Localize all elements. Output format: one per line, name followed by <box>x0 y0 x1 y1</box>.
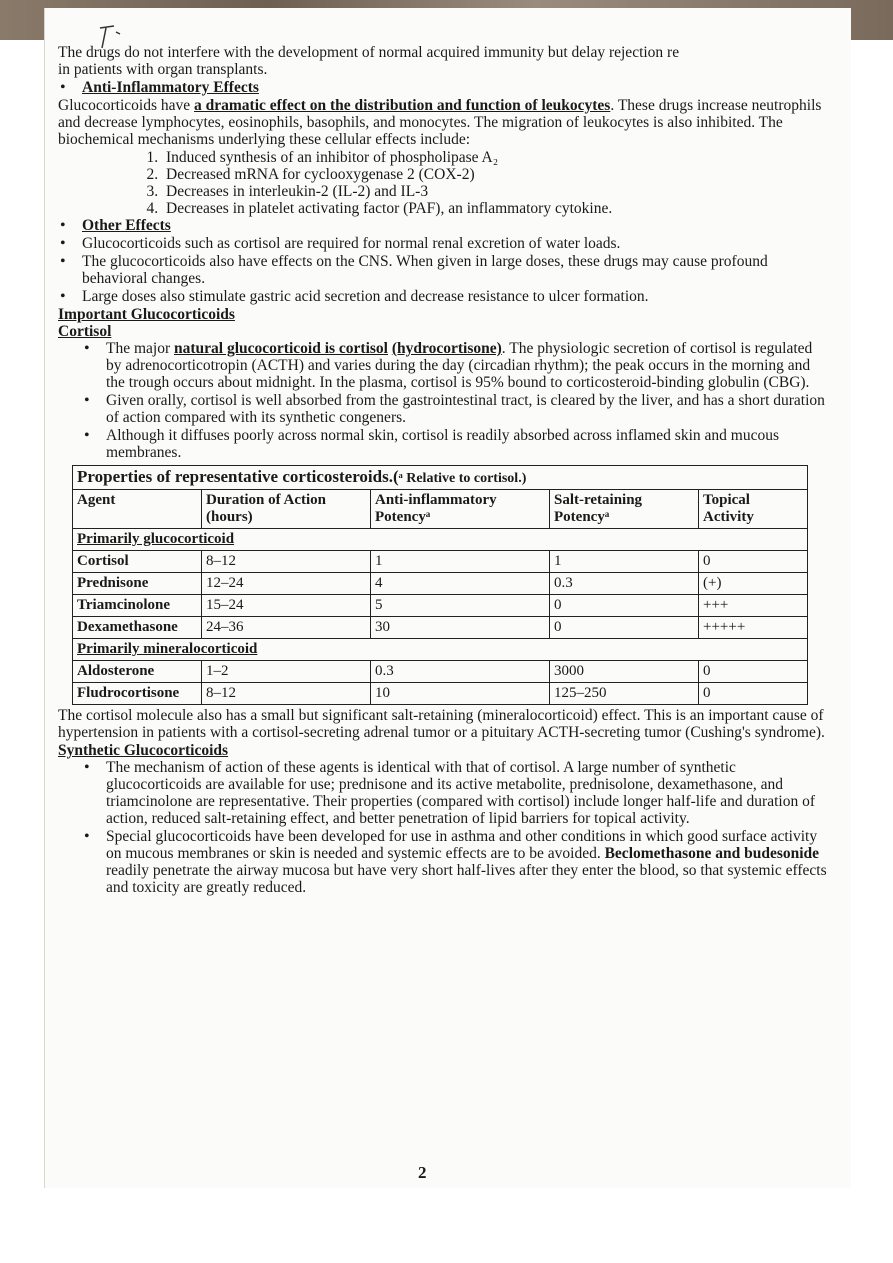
table-row: Cortisol 8–12 1 1 0 <box>73 551 808 573</box>
cortisol-heading: Cortisol <box>58 323 112 340</box>
page-number: 2 <box>418 1163 427 1182</box>
cortisol-bullet-2: • Given orally, cortisol is well absorbed from the gastrointestinal tract, is cleared by the liver, and has a short duration of action compared with its synthetic congeners. <box>58 392 828 426</box>
intro-line-2: in patients with organ transplants. <box>58 61 268 78</box>
header-agent: Agent <box>73 490 202 529</box>
synthetic-glucocorticoids-heading: Synthetic Glucocorticoids <box>58 742 229 759</box>
other-effects-heading: Other Effects <box>82 217 171 234</box>
synthetic-bullet-1: • The mechanism of action of these agents is identical with that of cortisol. A large number of synthetic glucocorticoids are available for use; prednisone and its active metabolite, prednisolone, dexamethasone, and triamcinolone are representative. Their properties (compared with cortisol) include longer half-life and duration of action, reduced salt-retaining effect, and better penetration of lipid barriers for topical activity. <box>58 759 828 827</box>
anti-inflammatory-section <box>58 79 828 96</box>
important-glucocorticoids-heading: Important Glucocorticoids <box>58 306 235 323</box>
synthetic-bullets <box>58 759 828 896</box>
header-topical: Topical Activity <box>699 490 808 529</box>
mineralocorticoid-effect-paragraph: The cortisol molecule also has a small but significant salt-retaining (mineralocorticoid) effect. This is an important cause of hypertension in patients with a cortisol-secreting adrenal tumor or a pituitary ACTH-secreting tumor (Cushing's syndrome). <box>58 707 825 741</box>
table-row: Aldosterone 1–2 0.3 3000 0 <box>73 661 808 683</box>
anti-inflammatory-paragraph: Glucocorticoids have a dramatic effect on the distribution and function of leukocytes. These drugs increase neutrophils and decrease lymphocytes, eosinophils, basophils, and monocytes. The migration of leukocytes is also inhibited. The biochemical mechanisms underlying these cellular effects include: <box>58 97 822 148</box>
corticosteroid-properties-table <box>72 465 808 705</box>
mechanism-item: 4. Decreases in platelet activating factor (PAF), an inflammatory cytokine. <box>162 200 828 217</box>
table-row: Triamcinolone 15–24 5 0 +++ <box>73 595 808 617</box>
other-effect-item: • Large doses also stimulate gastric acid secretion and decrease resistance to ulcer formation. <box>58 288 828 305</box>
intro-line-1: The drugs do not interfere with the development of normal acquired immunity but delay rejection re <box>58 44 680 61</box>
mechanism-list <box>58 149 828 217</box>
header-duration: Duration of Action (hours) <box>202 490 371 529</box>
header-salt-retaining: Salt-retaining Potencyᵃ <box>550 490 699 529</box>
hydrocortisone-emphasis: (hydrocortisone) <box>391 340 502 357</box>
table-header-row <box>73 490 808 529</box>
beclomethasone-budesonide: Beclomethasone and budesonide <box>604 845 820 862</box>
group-glucocorticoid: Primarily glucocorticoid <box>73 529 808 551</box>
header-anti-inflammatory: Anti-inflammatory Potencyᵃ <box>371 490 550 529</box>
mechanism-item: 1. Induced synthesis of an inhibitor of phospholipase A₂ <box>162 149 828 166</box>
group-mineralocorticoid: Primarily mineralocorticoid <box>73 639 808 661</box>
group-row <box>73 529 808 551</box>
other-effects-section <box>58 217 828 305</box>
table-caption: Properties of representative corticosteroids.(ᵃ Relative to cortisol.) <box>72 465 808 489</box>
other-effect-item: • The glucocorticoids also have effects on the CNS. When given in large doses, these drugs may cause profound behavioral changes. <box>58 253 828 287</box>
cortisol-bullets <box>58 340 828 461</box>
anti-inflammatory-heading: Anti-Inflammatory Effects <box>82 79 259 96</box>
synthetic-bullet-2: • Special glucocorticoids have been developed for use in asthma and other conditions in which good surface activity on mucous membranes or skin is needed and systemic effects are to be avoided. Beclomethasone and budesonide readily penetrate the airway mucosa but have very short half-lives after they enter the blood, so that systemic effects and toxicity are greatly reduced. <box>58 828 828 896</box>
other-effect-item: • Glucocorticoids such as cortisol are required for normal renal excretion of water loads. <box>58 235 828 252</box>
leukocyte-emphasis: a dramatic effect on the distribution and function of leukocytes <box>194 97 611 114</box>
table-row: Dexamethasone 24–36 30 0 +++++ <box>73 617 808 639</box>
page-content <box>58 44 828 897</box>
natural-glucocorticoid-emphasis: natural glucocorticoid is cortisol <box>174 340 388 357</box>
table-row: Fludrocortisone 8–12 10 125–250 0 <box>73 683 808 705</box>
mechanism-item: 3. Decreases in interleukin-2 (IL-2) and IL-3 <box>162 183 828 200</box>
intro-paragraph <box>58 44 828 78</box>
mechanism-item: 2. Decreased mRNA for cyclooxygenase 2 (COX-2) <box>162 166 828 183</box>
group-row <box>73 639 808 661</box>
cortisol-bullet-3: • Although it diffuses poorly across normal skin, cortisol is readily absorbed across inflamed skin and mucous membranes. <box>58 427 828 461</box>
cortisol-bullet-1: • The major natural glucocorticoid is cortisol (hydrocortisone). The physiologic secretion of cortisol is regulated by adrenocorticotropin (ACTH) and varies during the day (circadian rhythm); the peak occurs in the morning and the trough occurs about midnight. In the plasma, cortisol is 95% bound to corticosteroid-binding globulin (CBG). <box>58 340 828 391</box>
table-row: Prednisone 12–24 4 0.3 (+) <box>73 573 808 595</box>
